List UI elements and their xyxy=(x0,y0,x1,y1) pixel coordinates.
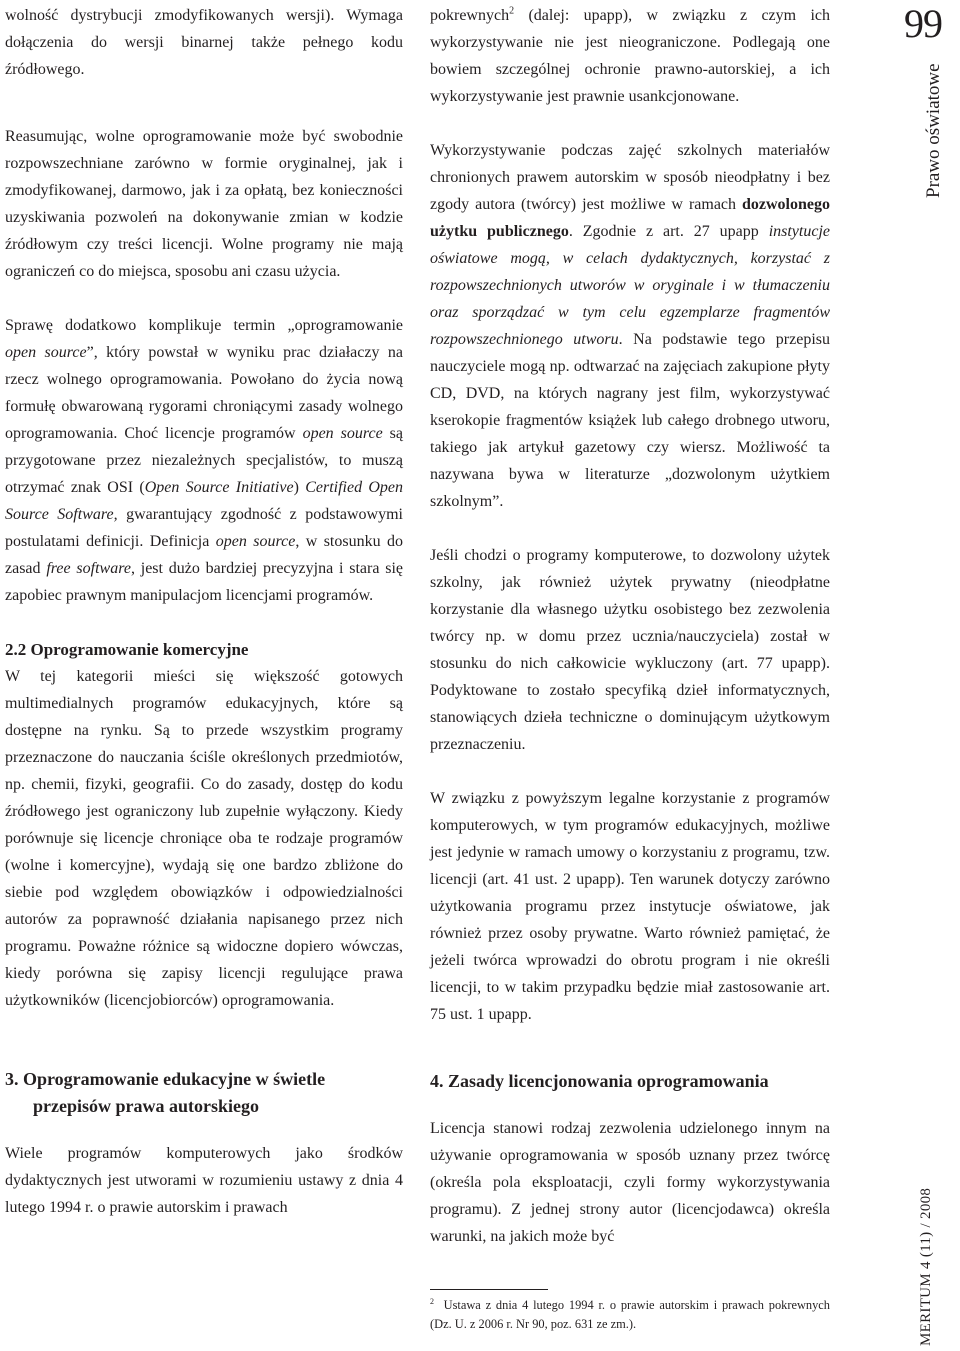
left-column xyxy=(5,0,403,1221)
paragraph-licensing-required: W związku z powyższym legalne korzystanie z programów komputerowych, w tym programów edukacyjnych, możliwe jest jedynie w ramach umowy o korzystaniu z programu, tzw. licencji (art. 41 ust. 2 upapp). Ten warunek dotyczy zarówno użytkowania programu przez instytucje oświatowe, jak również przez osoby prywatne. Warto również pamiętać, że jeżeli twórca wprowadzi do obrotu program i nie określi licencji, to w takim przypadku będzie miał zastosowanie art. 75 ust. 1 upapp. xyxy=(430,790,830,1023)
right-column xyxy=(430,0,830,1250)
footnote-rule xyxy=(430,1289,548,1290)
heading-4: 4. Zasady licencjonowania oprogramowania xyxy=(430,1071,769,1091)
paragraph-educational: Wiele programów komputerowych jako środków dydaktycznych jest utworami w rozumieniu ustawy z dnia 4 lutego 1994 r. o prawie autorskim i prawach xyxy=(5,1145,403,1216)
paragraph-summary: Reasumując, wolne oprogramowanie może być swobodnie rozpowszechniane zarówno w formie oryginalnej, jak i zmodyfikowanej, darmowo, jak i za opłatą, bez konieczności uzyskiwania pozwoleń na dokonywanie zmian w kodzie źródłowym czy treści licencji. Wolne programy nie mają ograniczeń co do miejsca, sposobu ani czasu użycia. xyxy=(5,128,403,280)
section-running-title: Prawo oświatowe xyxy=(923,63,944,198)
paragraph-open-source: Sprawę dodatkowo komplikuje termin „oprogramowanie open source”, który powstał w wyniku prac działaczy na rzecz wolnego oprogramowania. Powołano do życia nową formułę obwarowaną rygorami chroniącymi zasady wolnego oprogramowania. Choć licencje programów open source są przygotowane przez niezależnych specjalistów, to muszą otrzymać znak OSI (Open Source Initiative) Certified Open Source Software, gwarantujący zgodność z podstawowymi postulatami definicji. Definicja open source, w stosunku do zasad free software, jest dużo bardziej precyzyjna i stara się zapobiec prawnym manipulacjom licencjami programów. xyxy=(5,317,404,604)
heading-3: 3. Oprogramowanie edukacyjne w świetle przepisów prawa autorskiego xyxy=(5,1069,326,1116)
page-number: 99 xyxy=(904,1,942,46)
heading-2-2: 2.2 Oprogramowanie komercyjne xyxy=(5,640,249,659)
journal-running-footer: MERITUM 4 (11) / 2008 xyxy=(918,1187,934,1346)
paragraph-license-definition: Licencja stanowi rodzaj zezwolenia udzielonego innym na używanie oprogramowania w sposób uznany przez twórcę (określa pola eksploatacji, czyli formy wykorzystywania programu). Z jednej strony autor (licencjodawca) określa warunki, na jakich może być xyxy=(430,1120,830,1245)
paragraph-continued: wolność dystrybucji zmodyfikowanych wersji). Wymaga dołączenia do wersji binarnej także pełnego kodu źródłowego. xyxy=(5,7,403,78)
footnote: $^2$ Ustawa z dnia 4 lutego 1994 r. o prawie autorskim i prawach pokrewnych (Dz. U. z 2006 r. Nr 90, poz. 631 ze zm.). xyxy=(430,1296,831,1331)
paragraph-related-rights: pokrewnych$^2$ (dalej: upapp), w związku z czym ich wykorzystywanie nie jest nieograniczone. Podlegają one bowiem szczególnej ochronie prawno-autorskiej, a ich wykorzystywanie jest prawnie usankcjonowane. xyxy=(430,5,830,105)
paragraph-software-use: Jeśli chodzi o programy komputerowe, to dozwolony użytek szkolny, jak również użytek prywatny (nieodpłatne korzystanie dla własnego użytku osobistego bez zezwolenia twórcy np. w domu przez ucznia/nauczyciela) został w stosunku do nich całkowicie wykluczony (art. 77 upapp). Podyktowane to zostało specyfiką dzieł informatycznych, stanowiących dzieła techniczne o dominującym użytkowym przeznaczeniu. xyxy=(430,547,830,753)
paragraph-fair-use: Wykorzystywanie podczas zajęć szkolnych materiałów chronionych prawem autorskim w sposób nieodpłatny i bez zgody autora (twórcy) jest możliwe w ramach dozwolonego użytku publicznego. Zgodnie z art. 27 upapp instytucje oświatowe mogą, w celach dydaktycznych, korzystać z rozpowszechnionych utworów w oryginale i w tłumaczeniu oraz sporządzać w tym celu egzemplarze fragmentów rozpowszechnionego utworu. Na podstawie tego przepisu nauczyciele mogą np. odtwarzać na zajęciach zakupione płyty CD, DVD, na których nagrany jest film, wykorzystywać kserokopie fragmentów książek lub całego drobnego utworu, takiego jak artykuł gazetowy czy wiersz. Możliwość ta nazywana bywa w literaturze „dozwolonym użytkiem szkolnym”. xyxy=(430,142,831,510)
footnote-ref[interactable]: 2 xyxy=(509,5,515,17)
paragraph-commercial: W tej kategorii mieści się większość gotowych multimedialnych programów edukacyjnych, które są dostępne na rynku. Są to przede wszystkim programy przeznaczone do nauczania ściśle określonych przedmiotów, np. chemii, fizyki, geografii. Co do zasady, dostęp do kodu źródłowego jest ograniczony lub zupełnie wyłączony. Kiedy porównuje się licencje chroniące oba te rodzaje programów (wolne i komercyjne), wydają się one bardzo zbliżone do siebie pod względem obowiązków i odpowiedzialności autorów za poprawność działania napisanego przez nich programu. Poważne różnice są widoczne dopiero wówczas, kiedy porówna się zapisy licencji regulujące prawa użytkowników (licencjobiorców) oprogramowania. xyxy=(5,668,403,1009)
